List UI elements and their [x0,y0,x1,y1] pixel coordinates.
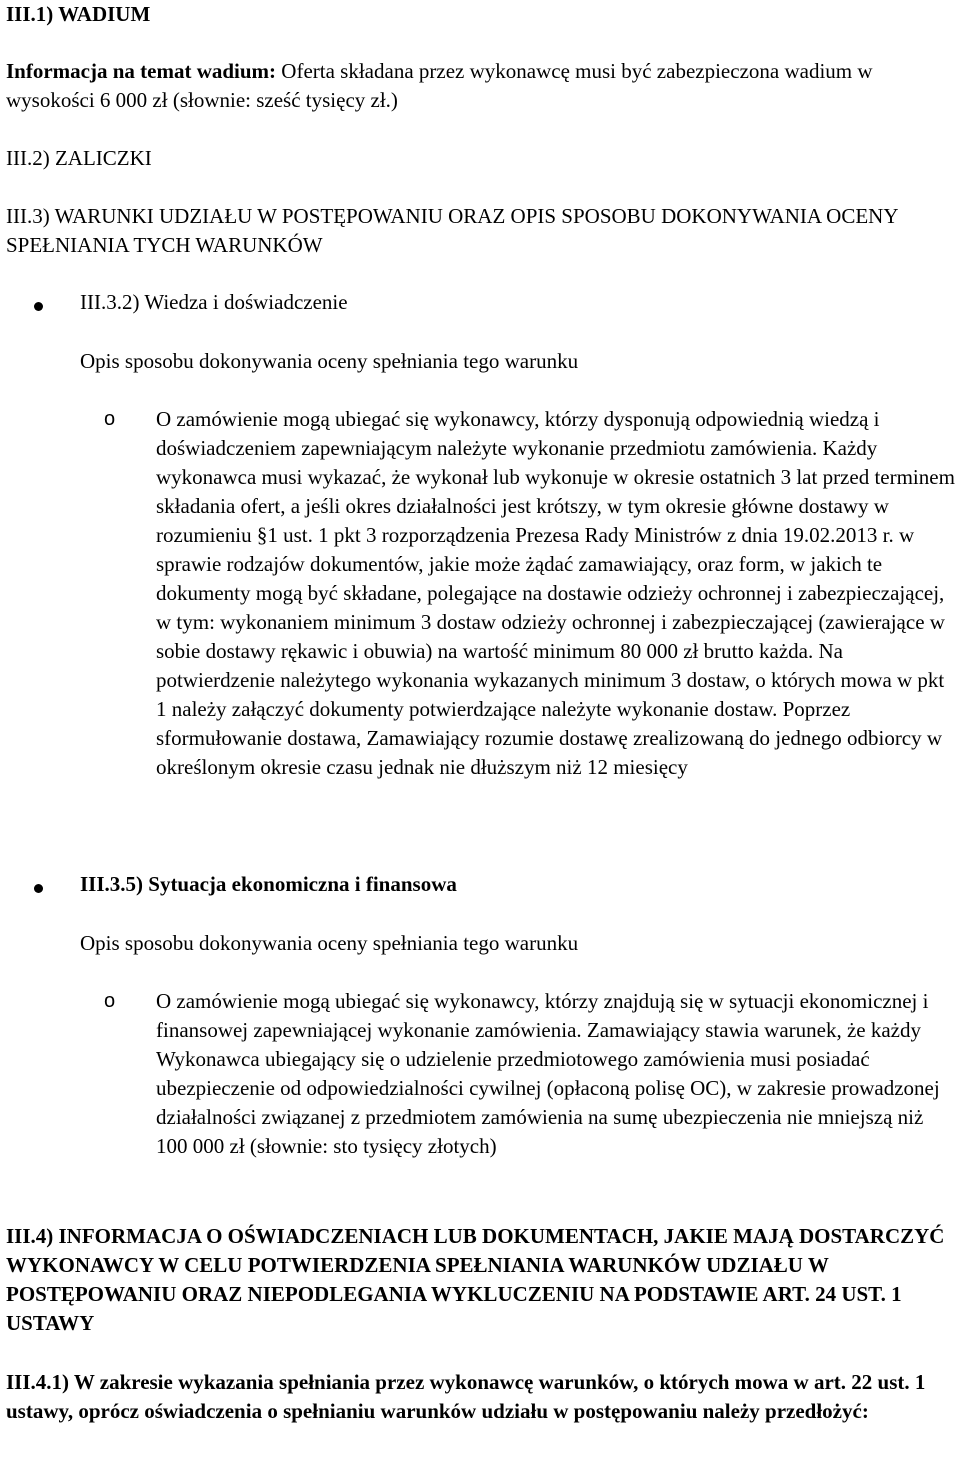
zakres-heading: III.4.1) W zakresie wykazania spełniania przez wykonawcę warunków, o których mowa w art. 22 ust. 1 ustawy, oprócz oświadczenia o spełnianiu warunków udziału w postępowaniu należy przedłożyć: [6,1370,926,1423]
opis-label-sytuacja: Opis sposobu dokonywania oceny spełniania tego warunku [80,931,579,955]
sytuacja-heading: III.3.5) Sytuacja ekonomiczna i finansowa [80,872,457,896]
zaliczki-heading: III.2) ZALICZKI [6,146,152,170]
wadium-heading: III.1) WADIUM [6,2,151,26]
bullet-dot-icon [34,302,43,311]
wadium-label: Informacja na temat wadium: [6,59,277,83]
sub-bullet-marker: o [104,408,116,430]
wadium-text: Oferta składana przez wykonawcę musi być zabezpieczona wadium w wysokości 6 000 zł (słownie: sześć tysięcy zł.) [6,59,873,112]
informacja-heading: III.4) INFORMACJA O OŚWIADCZENIACH LUB DOKUMENTACH, JAKIE MAJĄ DOSTARCZYĆ WYKONAWCY W CELU POTWIERDZENIA SPEŁNIANIA WARUNKÓW UDZIAŁU W POSTĘPOWANIU ORAZ NIEPODLEGANIA WYKLUCZENIU NA PODSTAWIE ART. 24 UST. 1 USTAWY [6,1224,945,1335]
wiedza-heading: III.3.2) Wiedza i doświadczenie [80,290,348,314]
sytuacja-text: O zamówienie mogą ubiegać się wykonawcy, którzy znajdują się w sytuacji ekonomicznej i finansowej zapewniającej wykonanie zamówienia. Zamawiający stawia warunek, że każdy Wykonawca ubiegający się o udzielenie przedmiotowego zamówienia musi posiadać ubezpieczenie od odpowiedzialności cywilnej (opłaconą polisę OC), w zakresie prowadzonej działalności związanej z przedmiotem zamówienia na sumę ubezpieczenia nie mniejszą niż 100 000 zł (słownie: sto tysięcy złotych) [156,989,940,1158]
warunki-heading: III.3) WARUNKI UDZIAŁU W POSTĘPOWANIU ORAZ OPIS SPOSOBU DOKONYWANIA OCENY SPEŁNIANIA TYCH WARUNKÓW [6,204,898,257]
opis-label-wiedza: Opis sposobu dokonywania oceny spełniania tego warunku [80,349,579,373]
wadium-paragraph [6,57,956,115]
wiedza-text: O zamówienie mogą ubiegać się wykonawcy, którzy dysponują odpowiednią wiedzą i doświadczeniem zapewniającym należyte wykonanie przedmiotu zamówienia. Każdy wykonawca musi wykazać, że wykonał lub wykonuje w okresie ostatnich 3 lat przed terminem składania ofert, a jeśli okres działalności jest krótszy, w tym okresie główne dostawy w rozumieniu §1 ust. 1 pkt 3 rozporządzenia Prezesa Rady Ministrów z dnia 19.02.2013 r. w sprawie rodzajów dokumentów, jakie może żądać zamawiający, oraz form, w jakich te dokumenty mogą być składane, polegające na dostawie odzieży ochronnej i zabezpieczającej, w tym: wykonaniem minimum 3 dostaw odzieży ochronnej i zabezpieczającej (zawierające w sobie dostawy rękawic i obuwia) na wartość minimum 80 000 zł brutto każda. Na potwierdzenie należytego wykonania wykazanych minimum 3 dostaw, o których mowa w pkt 1 należy załączyć dokumenty potwierdzające należyte wykonanie dostaw. Poprzez sformułowanie dostawa, Zamawiający rozumie dostawę zrealizowaną do jednego odbiorcy w określonym okresie czasu jednak nie dłuższym niż 12 miesięcy [156,407,955,779]
bullet-dot-icon [34,884,43,893]
sub-bullet-marker: o [104,990,116,1012]
